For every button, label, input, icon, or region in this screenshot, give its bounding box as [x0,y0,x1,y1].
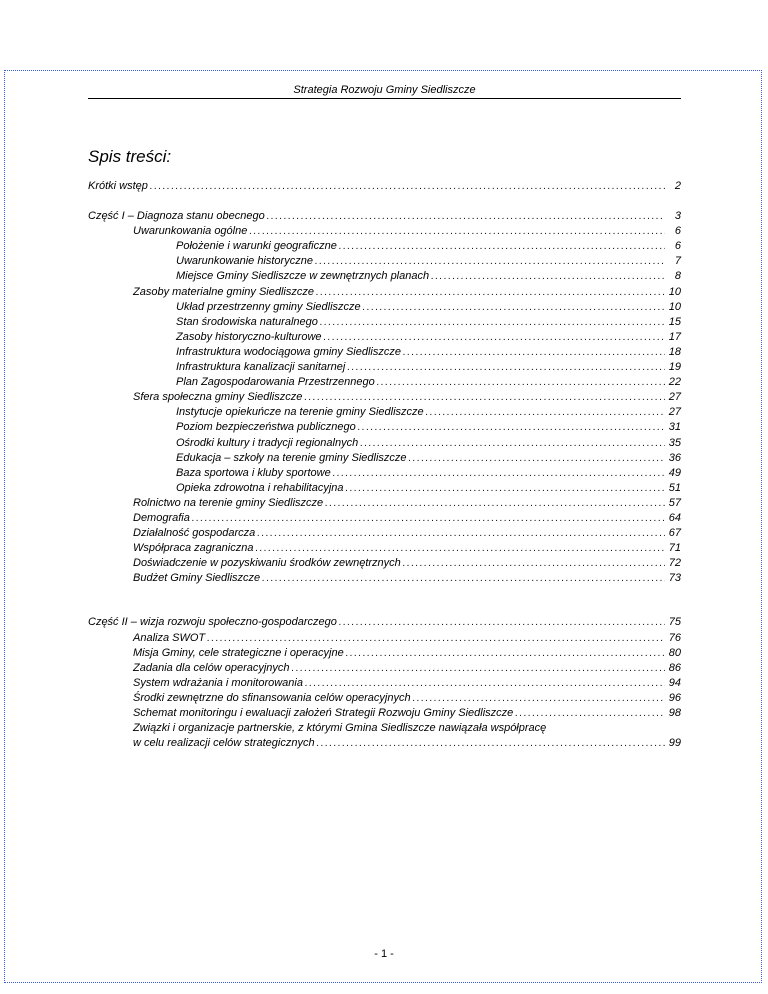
dot-leader [207,633,665,644]
toc-page-number: 19 [668,361,681,374]
toc-entry[interactable]: Stan środowiska naturalnego ..... 15 [88,316,681,331]
toc-entry[interactable]: Ośrodki kultury i tradycji regionalnych ..... 35 [88,437,681,452]
toc-page-number: 18 [668,345,681,358]
toc-entry[interactable]: Schemat monitoringu i ewaluacji założeń Strategii Rozwoju Gminy Siedliszcze ..... 98 [88,707,681,722]
dot-leader [431,271,665,282]
toc-entry[interactable]: Działalność gospodarcza ..... 67 [88,527,681,542]
toc-page-number: 15 [668,315,681,328]
toc-page-number: 76 [668,631,681,644]
toc-entry[interactable]: Plan Zagospodarowania Przestrzennego ..... 22 [88,376,681,391]
dot-leader [333,468,665,479]
toc-page-number: 75 [668,616,681,629]
dot-leader [150,181,665,192]
running-header: Strategia Rozwoju Gminy Siedliszcze [88,84,681,99]
toc-entry-part-1[interactable]: Część I – Diagnoza stanu obecnego ..... 3 [88,210,681,225]
dot-leader [257,528,665,539]
toc-page-number: 36 [668,451,681,464]
toc-page-number: 67 [668,527,681,540]
toc-page-number: 10 [668,300,681,313]
dot-leader [316,287,665,298]
toc-entry-intro[interactable]: Krótki wstęp ..... 2 [88,180,681,195]
toc-title: Spis treści: [88,147,172,166]
toc-entry[interactable]: Położenie i warunki geograficzne ..... 6 [88,240,681,255]
dot-leader [426,407,665,418]
dot-leader [192,513,665,524]
toc-entry[interactable]: Misja Gminy, cele strategiczne i operacyjne ..... 80 [88,647,681,662]
toc-page-number: 2 [674,180,681,192]
dot-leader [262,573,665,584]
dot-leader [403,347,665,358]
toc-page-number: 49 [668,466,681,479]
toc-page-number: 73 [668,572,681,585]
toc-page-number: 99 [668,737,681,750]
dot-leader [255,543,665,554]
dot-leader [403,558,665,569]
dot-leader [346,483,665,494]
toc-entry[interactable]: Instytucje opiekuńcze na terenie gminy Siedliszcze ..... 27 [88,406,681,421]
toc-page-number: 80 [668,646,681,659]
dot-leader [409,453,665,464]
toc-entry[interactable]: Związki i organizacje partnerskie, z którymi Gmina Siedliszcze nawiązała współpracę [133,722,547,735]
toc-page-number: 27 [668,406,681,419]
toc-page-number: 64 [668,511,681,524]
toc-page-number: 10 [668,285,681,298]
dot-leader [413,693,665,704]
dot-leader [358,422,665,433]
toc-entry[interactable]: Środki zewnętrzne do sfinansowania celów operacyjnych ..... 96 [88,692,681,707]
dot-leader [267,211,665,222]
toc-page-number: 35 [668,436,681,449]
toc-page-number: 72 [668,557,681,570]
toc-entry[interactable]: Budżet Gminy Siedliszcze ..... 73 [88,572,681,587]
toc-page-number: 98 [668,707,681,719]
dot-leader [363,302,665,313]
toc-entry[interactable]: Zadania dla celów operacyjnych ..... 86 [88,662,681,677]
dot-leader [515,708,665,719]
toc-page-number: 57 [668,496,681,509]
dot-leader [304,392,665,403]
toc-entry[interactable]: Zasoby historyczno-kulturowe ..... 17 [88,331,681,346]
dot-leader [315,256,665,267]
toc-entry[interactable]: Doświadczenie w pozyskiwaniu środków zewnętrznych ..... 72 [88,557,681,572]
toc-entry[interactable]: Miejsce Gminy Siedliszcze w zewnętrznych planach ..... 8 [88,270,681,285]
table-of-contents [88,180,681,752]
toc-entry[interactable]: Współpraca zagraniczna ..... 71 [88,542,681,557]
dot-leader [317,738,665,749]
toc-page-number: 17 [668,330,681,343]
toc-page-number: 22 [668,376,681,389]
dot-leader [339,617,665,628]
toc-entry[interactable]: Opieka zdrowotna i rehabilitacyjna ..... 51 [88,482,681,497]
dot-leader [360,438,665,449]
toc-entry[interactable]: Infrastruktura wodociągowa gminy Siedliszcze ..... 18 [88,346,681,361]
dot-leader [347,362,665,373]
toc-page-number: 7 [674,255,681,268]
toc-page-number: 8 [674,270,681,283]
toc-page-number: 6 [674,240,681,253]
toc-entry[interactable]: Baza sportowa i kluby sportowe ..... 49 [88,467,681,482]
dot-leader [377,377,665,388]
toc-entry[interactable]: Poziom bezpieczeństwa publicznego ..... 31 [88,421,681,436]
toc-entry[interactable]: Infrastruktura kanalizacji sanitarnej ..... 19 [88,361,681,376]
toc-page-number: 86 [668,661,681,674]
dot-leader [346,648,665,659]
toc-entry[interactable]: Demografia ..... 64 [88,512,681,527]
toc-page-number: 96 [668,691,681,704]
toc-page-number: 94 [668,676,681,689]
toc-page-number: 3 [674,210,681,223]
dot-leader [324,332,665,343]
toc-entry[interactable]: Uwarunkowania ogólne ..... 6 [88,225,681,240]
toc-page-number: 27 [668,391,681,404]
toc-entry[interactable]: Sfera społeczna gminy Siedliszcze ..... 27 [88,391,681,406]
toc-entry-part-2[interactable]: Część II – wizja rozwoju społeczno-gospodarczego ..... 75 [88,616,681,631]
toc-entry[interactable]: Uwarunkowanie historyczne ..... 7 [88,255,681,270]
dot-leader [305,678,665,689]
toc-page-number: 51 [668,481,681,494]
dot-leader [249,226,665,237]
toc-entry[interactable]: Edukacja – szkoły na terenie gminy Siedliszcze ..... 36 [88,452,681,467]
dot-leader [339,241,665,252]
toc-page-number: 31 [668,421,681,434]
toc-entry[interactable]: Rolnictwo na terenie gminy Siedliszcze ..... 57 [88,497,681,512]
dot-leader [325,498,665,509]
toc-entry[interactable]: w celu realizacji celów strategicznych ..... 99 [88,737,681,752]
toc-entry[interactable]: Układ przestrzenny gminy Siedliszcze ..... 10 [88,301,681,316]
dot-leader [320,317,665,328]
toc-entry[interactable]: System wdrażania i monitorowania ..... 94 [88,677,681,692]
toc-page-number: 71 [668,542,681,555]
dot-leader [292,663,665,674]
toc-entry[interactable]: Zasoby materialne gminy Siedliszcze ..... 10 [88,286,681,301]
page-number: - 1 - [374,948,394,960]
toc-page-number: 6 [674,225,681,238]
toc-entry[interactable]: Analiza SWOT ..... 76 [88,632,681,647]
